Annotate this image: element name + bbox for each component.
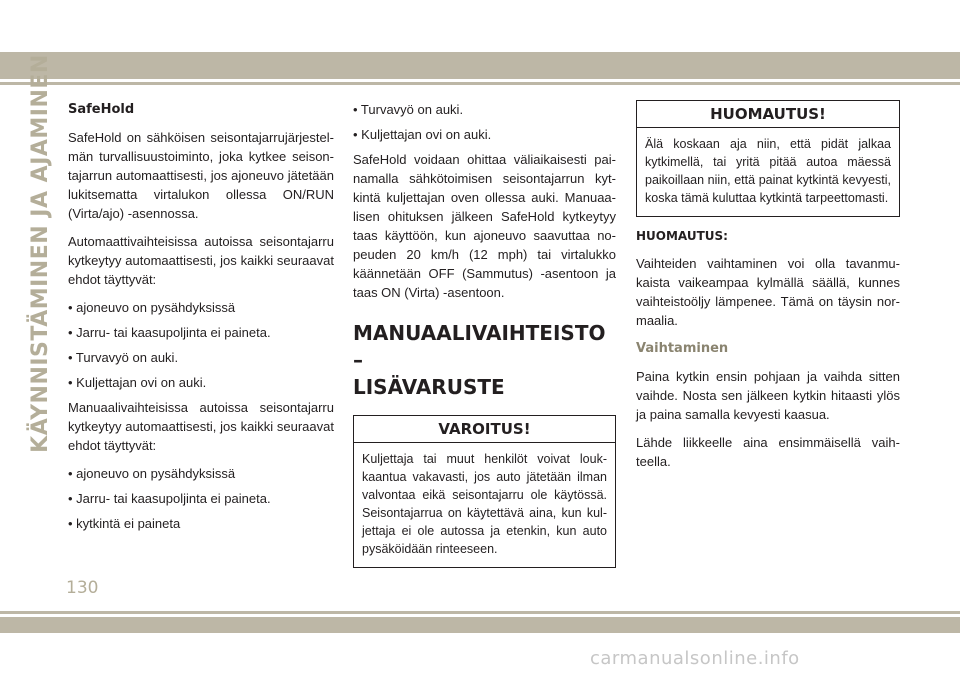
chapter-title bbox=[353, 320, 616, 401]
list-item: • Jarru- tai kaasupoljinta ei paineta. bbox=[68, 325, 271, 340]
warning-text: Kuljettaja tai muut henkilöt voivat loukkaantua vakavasti, jos auto jätetään ilman valvontaa eikä seisontajarru ole käytössä. Seisontajarrua on käytettävä aina, kun kuljettaja ei ole autossa ja etenkin, kun auto pysäköidään rinteeseen. bbox=[362, 452, 607, 556]
list-item: • ajoneuvo on pysähdyksissä bbox=[68, 300, 236, 315]
paragraph: Manuaalivaihteisissa autoissa seisontajarru kytkeytyy automaattisesti, jos kaikki seuraavat ehdot täyttyvät: bbox=[68, 400, 334, 453]
chapter-side-title bbox=[14, 53, 66, 453]
list-item: • Turvavyö on auki. bbox=[68, 350, 179, 365]
warning-box bbox=[353, 415, 616, 568]
chapter-title-line: MANUAALIVAIHTEISTO – bbox=[353, 321, 606, 372]
paragraph: Paina kytkin ensin pohjaan ja vaihda sitten vaihde. Nosta sen jälkeen kytkin hitaasti ylös ja paina samalla kevyesti kaasua. bbox=[636, 369, 900, 422]
note-text: Vaihteiden vaihtaminen voi olla tavanmukaista vaikeampaa kylmällä säällä, kunnes vaihteistoöljy lämpenee. Tämä on täysin normaalia. bbox=[636, 256, 900, 328]
paragraph: SafeHold on sähköisen seisontajarrujärjestelmän turvallisuustoiminto, joka kytkee seisontajarrun automaattisesti, jos ajoneuvo jätetään lukitsematta virtalukon ollessa ON/RUN (Virta/ajo) -asennossa. bbox=[68, 130, 334, 221]
bottom-decor-line bbox=[0, 611, 960, 614]
list-item: • ajoneuvo on pysähdyksissä bbox=[68, 466, 236, 481]
note-label: HUOMAUTUS: bbox=[636, 229, 728, 243]
list-item: • kytkintä ei paineta bbox=[68, 516, 181, 531]
chapter-title-line: LISÄVARUSTE bbox=[353, 375, 505, 399]
bottom-decor-band bbox=[0, 617, 960, 633]
paragraph: Lähde liikkeelle aina ensimmäisellä vaihteella. bbox=[636, 435, 900, 469]
section-heading-safehold: SafeHold bbox=[68, 102, 135, 117]
chapter-side-title-text: KÄYNNISTÄMINEN JA AJAMINEN bbox=[27, 53, 53, 453]
column-2 bbox=[353, 100, 616, 578]
caution-text: Älä koskaan aja niin, että pidät jalkaa kytkimellä, tai yritä pitää autoa mäessä paikoillaan niin, että painat kytkintä kevyesti, koska tämä kuluttaa kytkintä tarpeettomasti. bbox=[645, 137, 891, 205]
watermark: carmanualsonline.info bbox=[590, 648, 800, 669]
list-item: • Jarru- tai kaasupoljinta ei paineta. bbox=[68, 491, 271, 506]
paragraph: Automaattivaihteisissa autoissa seisontajarru kytkeytyy automaattisesti, jos kaikki seuraavat ehdot täyttyvät: bbox=[68, 234, 334, 287]
page-number: 130 bbox=[66, 578, 99, 598]
top-decor-line bbox=[0, 82, 960, 85]
column-1 bbox=[68, 100, 334, 539]
list-item: • Turvavyö on auki. bbox=[353, 102, 464, 117]
top-decor-band bbox=[0, 52, 960, 79]
list-item: • Kuljettajan ovi on auki. bbox=[68, 375, 207, 390]
caution-box bbox=[636, 100, 900, 217]
column-3 bbox=[636, 100, 900, 480]
section-heading-shifting: Vaihtaminen bbox=[636, 341, 729, 356]
caution-title: HUOMAUTUS! bbox=[637, 101, 899, 128]
paragraph: SafeHold voidaan ohittaa väliaikaisesti painamalla sähkötoimisen seisontajarrun kytkintä kuljettajan oven ollessa auki. Manuaalisen ohituksen jälkeen SafeHold kytkeytyy taas käyttöön, kun ajoneuvo saavuttaa nopeuden 20 km/h (12 mph) tai virtalukko käännetään OFF (Sammutus) -asentoon ja taas ON (Virta) -asentoon. bbox=[353, 152, 616, 300]
warning-title: VAROITUS! bbox=[354, 416, 615, 443]
list-item: • Kuljettajan ovi on auki. bbox=[353, 127, 492, 142]
